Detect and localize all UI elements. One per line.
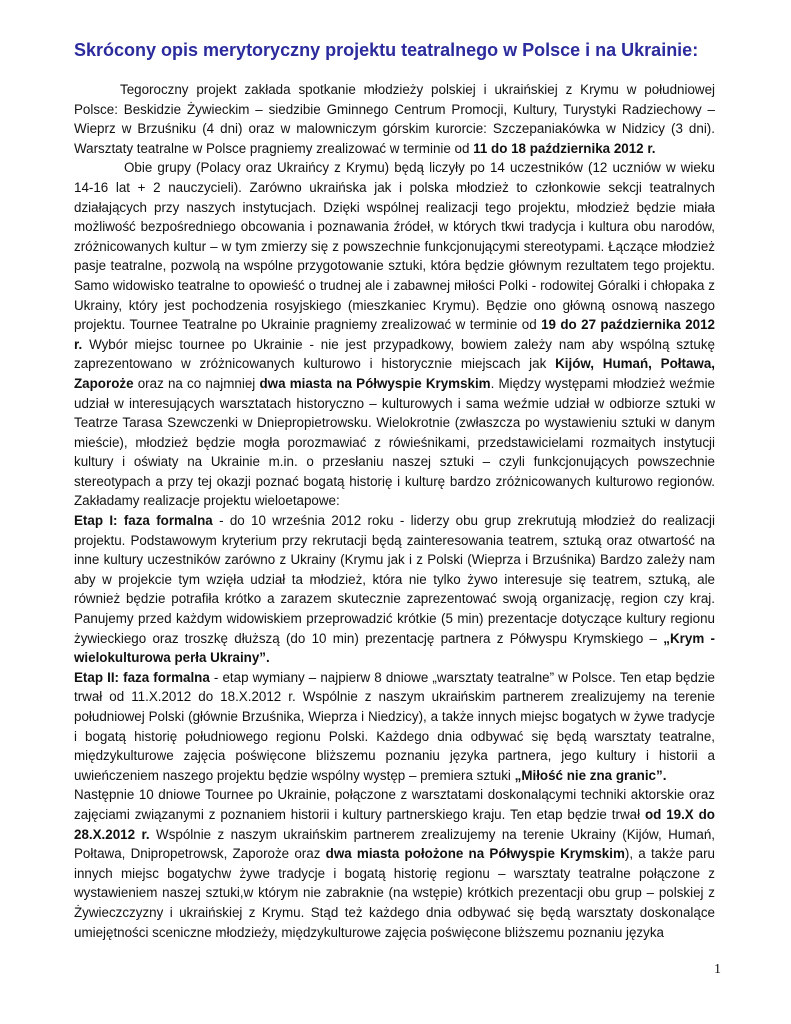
bold-play-title: „Miłość nie zna granic”. xyxy=(514,767,667,783)
bold-date-ukraine: 19 do 27 października 2012 r. xyxy=(74,317,715,352)
text-run: Wybór miejsc tournee po Ukrainie - nie jest przypadkowy, bowiem zależy nam aby wspólną sztukę zaprezentowano w zróżnicowanych kulturowo i historycznie miejscach jak xyxy=(74,336,715,372)
document-body xyxy=(74,80,715,942)
bold-date-poland: 11 do 18 października 2012 r. xyxy=(473,140,656,156)
text-run: . Między występami młodzież weźmie udział w interesujących warsztatach historyczno – kulturowych i sama weźmie udział w odbiorze sztuki w Teatrze Tarasa Szewczenki w Dniepropietrowsku. Wielokrotnie (zwłaszcza po wystawieniu sztuki w danym mieście), młodzież będzie mogła porozmawiać z rówieśnikami, przedstawicielami rozmaitych instytucji kultury i oświaty na Ukrainie m.in. o przesłaniu naszej sztuki – czyli funkcjonujących powszechnie stereotypach a przy tej okazji poznać bogatą historię i kulturę bardzo zróżnicowanych kulturowo regionów. Zakładamy realizacje projektu wieloetapowe: xyxy=(74,375,715,509)
document-title: Skrócony opis merytoryczny projektu teatralnego w Polsce i na Ukrainie: xyxy=(74,40,699,60)
text-run: - do 10 września 2012 roku - liderzy obu grup zrekrutują młodzież do realizacji projektu. Podstawowym kryterium przy rekrutacji będą zainteresowania teatrem, sztuką oraz otwartość na inne kultury uczestników zarówno z Ukrainy (Krymu jak i z Polski (Wieprza i Brzuśnika) Bardzo zależy nam aby w projekcie tym wzięła udział ta młodzież, która nie tylko żywo interesuje się teatrem, sztuką, ale również będzie potrafiła krótko a zarazem skutecznie zaprezentować swoją organizację, region czy kraj. Panujemy przed każdym widowiskiem przeprowadzić krótkie (5 min) prezentacje dotyczące kultury regionu żywieckiego oraz troszkę dłuższą (do 10 min) prezentację partnera z Półwyspu Krymskiego – xyxy=(74,513,715,646)
bold-crimea-cities: dwa miasta na Półwyspie Krymskim xyxy=(259,375,491,391)
text-run: Wspólnie z naszym ukraińskim partnerem zrealizujemy na terenie Ukrainy (Kijów, Humań, Połtawa, Dnipropetrowsk, Zaporoże oraz xyxy=(74,826,715,862)
stage-1-heading: Etap I: faza formalna xyxy=(74,513,213,529)
paragraph-stage-2 xyxy=(74,668,715,786)
bold-cities: Kijów, Humań, Połtawa, Zaporoże xyxy=(74,356,715,391)
stage-2-heading: Etap II: faza formalna xyxy=(74,669,210,685)
paragraph-groups xyxy=(74,158,715,511)
bold-crimea-cities-2: dwa miasta położone na Półwyspie Krymskim xyxy=(325,846,625,862)
text-run: Następnie 10 dniowe Tournee po Ukrainie, połączone z warsztatami doskonalącymi techniki aktorskie oraz zajęciami związanymi z poznaniem historii i kultury partnerskiego kraju. Ten etap będzie trwał xyxy=(74,787,715,822)
bold-presentation-title: „Krym - wielokulturowa perła Ukrainy”. xyxy=(74,630,715,666)
text-run: ), a także paru innych miejsc bogatychw żywe tradycje i bogatą historię regionu – warsztaty teatralne połączone z wystawieniem naszej sztuki,w którym nie zabraknie (na wstępie) krótkich prezentacji obu grup – polskiej z Żywieczczyzny i ukraińskiej z Krymu. Stąd też każdego dnia odbywać się będą warsztaty doskonalące umiejętności sceniczne młodzieży, międzykulturowe zajęcia poświęcone bliższemu poznaniu języka xyxy=(74,846,715,940)
paragraph-intro xyxy=(74,80,715,158)
text-run: Tegoroczny projekt zakłada spotkanie młodzieży polskiej i ukraińskiej z Krymu w południowej Polsce: Beskidzie Żywieckim – siedzibie Gminnego Centrum Promocji, Kultury, Turystyki Radziechowy – Wieprz w Brzuśniku (4 dni) oraz w malowniczym górskim kurorcie: Szczepaniakówka w Nidzicy (3 dni). Warsztaty teatralne w Polsce pragniemy zrealizować w terminie od xyxy=(74,82,715,156)
text-run: Obie grupy (Polacy oraz Ukraińcy z Krymu) będą liczyły po 14 uczestników (12 uczniów w wieku 14-16 lat + 2 nauczycieli). Zarówno ukraińska jak i polska młodzież to członkowie sekcji teatralnych działających przy naszych instytucjach. Dzięki wspólnej realizacji tego projektu, młodzież będzie miała możliwość bezpośredniego obcowania i poznawania źródeł, w których tkwi tradycja i kultura obu narodów, zróżnicowanych kultur – w tym zmierzy się z powszechnie funkcjonującymi stereotypami. Łączące młodzież pasje teatralne, pozwolą na wspólne przygotowanie sztuki, która będzie głównym rezultatem tego projektu. Samo widowisko teatralne to opowieść o trudnej ale i zabawnej miłości Polki - rodowitej Góralki i chłopaka z Ukrainy, który jest pochodzenia rosyjskiego (mieszkaniec Krymu). Będzie ono główną osnową naszego projektu. Tournee Teatralne po Ukrainie pragniemy zrealizować w terminie od xyxy=(74,160,715,333)
text-run: oraz na co najmniej xyxy=(133,375,260,391)
paragraph-stage-1 xyxy=(74,511,715,668)
paragraph-tournee xyxy=(74,785,715,942)
text-run: - etap wymiany – najpierw 8 dniowe „warsztaty teatralne” w Polsce. Ten etap będzie trwał od 11.X.2012 do 18.X.2012 r. Wspólnie z naszym ukraińskim partnerem zrealizujemy na terenie południowej Polski (głównie Brzuśnika, Wieprza i Niedzicy), a także innych miejsc bogatych w żywe tradycje i bogatą historię południowego regionu Polski. Każdego dnia odbywać się będą warsztaty teatralne, międzykulturowe zajęcia poświęcone bliższemu poznaniu języka partnera, jego kultury i historii a uwieńczeniem naszego projektu będzie wspólny występ – premiera sztuki xyxy=(74,669,715,783)
bold-tournee-date: od 19.X do 28.X.2012 r. xyxy=(74,806,715,842)
page-number: 1 xyxy=(714,962,721,977)
